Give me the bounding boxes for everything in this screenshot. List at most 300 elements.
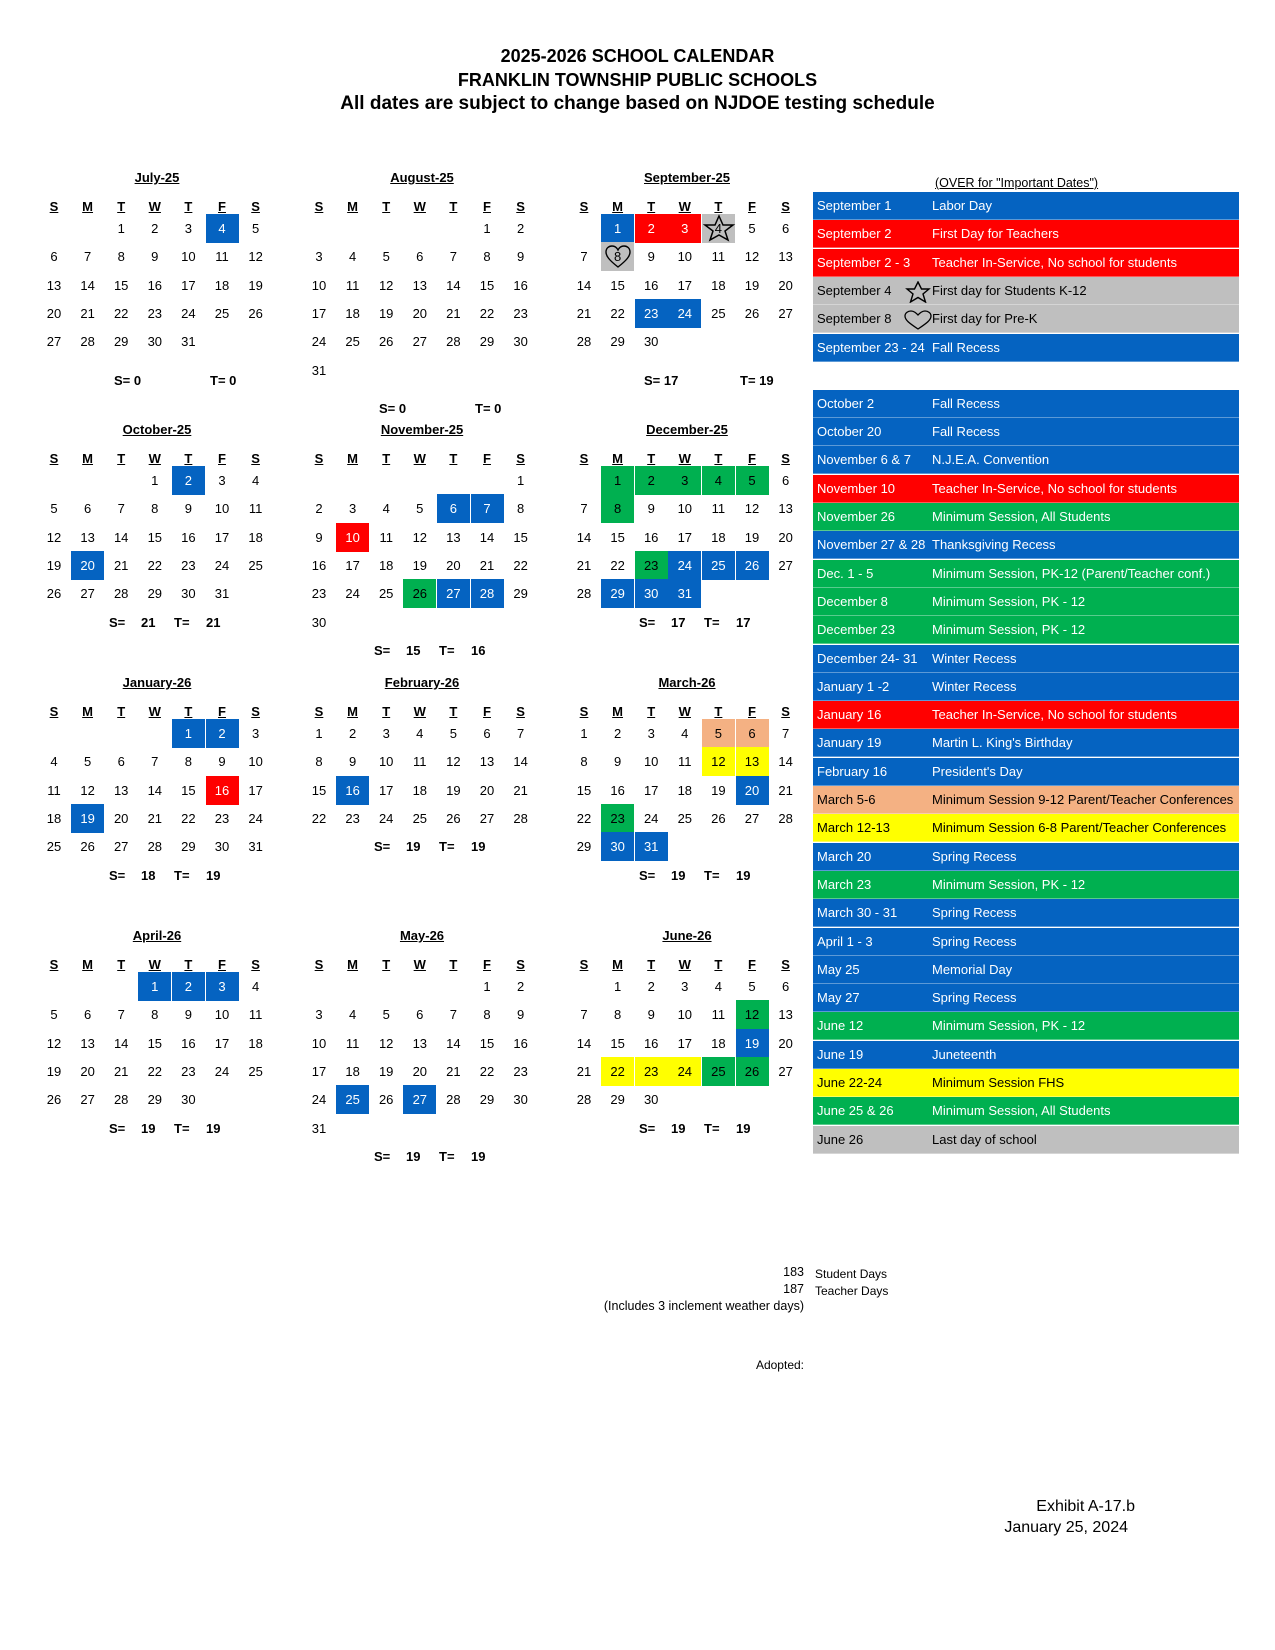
day-cell: 20 [778, 529, 793, 545]
legend-date: October 20 [817, 424, 882, 440]
day-cell: 12 [744, 501, 760, 517]
day-cell: 9 [184, 501, 192, 517]
day-cell: 29 [147, 1092, 163, 1108]
month-title: April-26 [132, 928, 182, 943]
day-cell: 6 [437, 494, 470, 523]
day-cell: 10 [311, 1035, 327, 1051]
day-cell: 14 [576, 277, 592, 293]
day-cell: 24 [378, 810, 394, 826]
day-cell: 23 [311, 586, 327, 602]
weekday-header: S [49, 199, 59, 214]
day-cell: 21 [479, 557, 495, 573]
day-cell: 24 [214, 1063, 230, 1079]
weekday-header: F [483, 704, 491, 719]
day-cell: 26 [711, 810, 726, 826]
day-cell: 23 [345, 810, 360, 826]
day-cell: 6 [416, 1007, 424, 1023]
legend-row [813, 390, 1239, 418]
day-cell: 1 [151, 473, 159, 488]
legend-row [813, 786, 1239, 814]
day-cell: 3 [315, 1007, 323, 1023]
day-cell: 28 [471, 579, 504, 608]
day-cell: 17 [311, 305, 327, 321]
teacher-days-value: 19 [206, 867, 221, 883]
day-cell: 26 [248, 305, 263, 321]
day-cell: 14 [147, 782, 163, 798]
day-cell: 15 [311, 782, 327, 798]
day-cell: 8 [483, 249, 491, 265]
teacher-days-label: T= [439, 1148, 455, 1164]
day-cell: 17 [378, 782, 394, 798]
day-cell: 19 [446, 782, 461, 798]
day-cell: 5 [50, 1007, 58, 1023]
legend-date: November 27 & 28 [817, 537, 926, 553]
day-cell: 4 [251, 979, 260, 994]
day-cell: 7 [516, 726, 525, 741]
day-cell: 3 [681, 979, 689, 994]
heart-icon [903, 309, 933, 331]
day-cell: 27 [778, 557, 793, 573]
day-cell: 28 [80, 334, 95, 350]
day-cell: 5 [702, 719, 735, 748]
weekday-header: W [148, 704, 161, 719]
day-cell: 26 [446, 810, 461, 826]
day-cell: 30 [214, 839, 230, 855]
day-cell: 1 [483, 979, 491, 994]
month-calendar [303, 675, 541, 905]
day-cell: 30 [643, 1092, 659, 1108]
legend-row [813, 588, 1239, 616]
day-cell: 18 [378, 557, 394, 573]
day-cell: 20 [113, 810, 129, 826]
adopted-label: Adopted: [755, 1358, 804, 1372]
day-cell: 16 [181, 1035, 196, 1051]
legend-event: Minimum Session, PK-12 (Parent/Teacher conf.) [932, 565, 1211, 581]
day-cell: 15 [479, 1035, 495, 1051]
day-cell: 25 [214, 305, 230, 321]
day-cell: 13 [113, 782, 129, 798]
legend-event: Martin L. King's Birthday [932, 735, 1073, 751]
day-cell: 12 [702, 747, 735, 776]
day-cell: 27 [437, 579, 470, 608]
day-cell: 2 [151, 221, 159, 236]
day-cell: 8 [184, 754, 192, 770]
day-cell: 28 [113, 1092, 129, 1108]
weekday-header: M [612, 957, 624, 972]
day-cell: 7 [117, 1007, 125, 1023]
day-cell: 24 [668, 551, 701, 580]
day-cell: 4 [382, 501, 390, 517]
legend-event: Teacher In-Service, No school for students [932, 254, 1177, 270]
day-cell: 30 [513, 334, 528, 350]
day-cell: 24 [668, 299, 701, 328]
weekday-header: M [347, 704, 359, 719]
day-cell: 1 [580, 726, 588, 741]
weekday-header: T [449, 957, 458, 972]
day-cell: 5 [449, 726, 457, 741]
day-cell: 14 [513, 754, 528, 770]
day-cell: 14 [778, 754, 793, 770]
teacher-days-label: Teacher Days [815, 1284, 889, 1298]
day-cell: 22 [601, 1057, 634, 1086]
weekday-header: S [781, 199, 790, 214]
month-title: January-26 [122, 675, 192, 690]
legend-date: September 8 [817, 311, 892, 327]
day-cell: 8 [601, 242, 634, 271]
legend-event: Memorial Day [932, 961, 1013, 977]
day-cell: 21 [576, 1063, 592, 1079]
day-cell: 19 [736, 1029, 769, 1058]
legend-date: March 30 - 31 [817, 905, 898, 921]
legend-date: January 16 [817, 707, 882, 723]
day-cell: 14 [479, 529, 495, 545]
teacher-days-stat: T= 0 [475, 400, 502, 416]
month-calendar [303, 170, 541, 416]
day-cell: 8 [117, 249, 125, 265]
day-cell: 8 [151, 501, 159, 517]
month-calendar [568, 928, 806, 1158]
teacher-days-value: 19 [471, 1148, 486, 1164]
weekday-header: T [714, 957, 723, 972]
weekday-header: T [449, 704, 458, 719]
legend-row [813, 645, 1239, 673]
day-cell: 7 [580, 249, 588, 265]
day-cell: 7 [580, 1007, 588, 1023]
day-cell: 6 [736, 719, 769, 748]
day-cell: 3 [668, 214, 701, 243]
legend-date: May 27 [817, 990, 860, 1006]
day-cell: 3 [184, 221, 192, 236]
weekday-header: S [579, 704, 589, 719]
month-calendar [568, 170, 806, 400]
day-cell: 18 [248, 1035, 263, 1051]
day-cell: 28 [446, 334, 461, 350]
teacher-days-value: 16 [471, 642, 486, 658]
student-days-value: 15 [406, 642, 421, 658]
day-cell: 3 [251, 726, 260, 741]
day-cell: 4 [702, 466, 735, 495]
day-cell: 29 [576, 839, 592, 855]
day-cell: 15 [147, 529, 163, 545]
day-cell: 31 [311, 362, 327, 378]
student-days-label: Student Days [815, 1267, 888, 1281]
day-cell: 16 [643, 277, 659, 293]
day-cell: 7 [117, 501, 125, 517]
day-cell: 12 [46, 529, 62, 545]
day-cell: 27 [778, 305, 793, 321]
day-cell: 26 [378, 1092, 394, 1108]
star-icon [903, 281, 933, 303]
day-cell: 6 [781, 979, 790, 994]
day-cell: 9 [348, 754, 357, 770]
weekday-header: M [82, 957, 94, 972]
weekday-header: S [314, 199, 324, 214]
day-cell: 1 [138, 972, 171, 1001]
legend-date: September 4 [817, 282, 892, 298]
month-calendar [303, 422, 541, 658]
day-cell: 15 [576, 782, 592, 798]
day-cell: 1 [315, 726, 323, 741]
day-cell: 13 [446, 529, 461, 545]
legend-date: September 2 - 3 [817, 254, 911, 270]
legend-row [813, 701, 1239, 729]
day-cell: 10 [248, 754, 263, 770]
day-cell: 26 [46, 1092, 62, 1108]
day-cell: 24 [248, 810, 263, 826]
month-title: September-25 [644, 170, 730, 185]
day-cell: 26 [46, 586, 62, 602]
legend-date: September 23 - 24 [817, 339, 925, 355]
day-cell: 19 [378, 1063, 394, 1079]
day-cell: 18 [711, 529, 726, 545]
legend-row [813, 560, 1239, 588]
teacher-days-label: T= [704, 614, 720, 630]
day-cell: 18 [677, 782, 693, 798]
day-cell: 30 [635, 579, 668, 608]
legend-event: Spring Recess [932, 905, 1017, 921]
day-cell: 30 [601, 832, 634, 861]
day-cell: 21 [513, 782, 528, 798]
weekday-header: M [347, 199, 359, 214]
day-cell: 17 [214, 1035, 230, 1051]
legend-event: Minimum Session 9-12 Parent/Teacher Conferences [932, 792, 1234, 807]
day-cell: 26 [744, 305, 760, 321]
day-cell: 2 [348, 726, 357, 741]
legend-date: November 6 & 7 [817, 452, 911, 468]
legend-date: June 25 & 26 [817, 1103, 894, 1119]
weekday-header: T [382, 704, 391, 719]
day-cell: 11 [678, 754, 692, 770]
legend-event: Minimum Session FHS [932, 1075, 1065, 1090]
legend-row [813, 305, 1239, 333]
weekday-header: F [748, 199, 756, 214]
day-cell: 8 [483, 1007, 491, 1023]
weekday-header: T [184, 957, 193, 972]
day-cell: 29 [147, 586, 163, 602]
student-days-label: S= [109, 614, 126, 630]
teacher-days-value: 19 [206, 1120, 221, 1136]
weekday-header: F [748, 704, 756, 719]
day-cell: 13 [778, 501, 793, 517]
day-cell: 20 [71, 551, 104, 580]
day-cell: 22 [610, 305, 625, 321]
day-cell: 17 [643, 782, 659, 798]
weekday-header: T [117, 704, 126, 719]
day-cell: 11 [711, 501, 726, 517]
day-cell: 9 [184, 1007, 192, 1023]
inclement-weather-note: (Includes 3 inclement weather days) [603, 1299, 804, 1313]
day-cell: 13 [46, 277, 62, 293]
day-cell: 10 [677, 501, 693, 517]
day-cell: 4 [50, 754, 58, 770]
month-title: May-26 [399, 928, 445, 943]
legend-date: December 24- 31 [817, 650, 918, 666]
day-cell: 6 [483, 726, 491, 741]
day-cell: 11 [248, 501, 263, 517]
legend-row [813, 928, 1239, 956]
legend-event: Winter Recess [932, 650, 1017, 666]
teacher-days-count: 187 [783, 1282, 804, 1296]
legend-date: June 12 [817, 1018, 864, 1034]
day-cell: 8 [151, 1007, 159, 1023]
day-cell: 31 [635, 832, 668, 861]
day-cell: 12 [736, 1000, 769, 1029]
day-cell: 1 [601, 466, 634, 495]
weekday-header: T [382, 199, 391, 214]
day-cell: 6 [83, 1007, 92, 1023]
weekday-header: W [148, 199, 161, 214]
exhibit-date: January 25, 2024 [1004, 1519, 1128, 1536]
day-cell: 29 [479, 334, 495, 350]
student-days-stat: S= 0 [114, 372, 142, 388]
day-cell: 18 [46, 810, 62, 826]
day-cell: 4 [714, 979, 722, 994]
weekday-header: S [49, 451, 59, 466]
day-cell: 7 [471, 494, 504, 523]
day-cell: 27 [80, 1092, 95, 1108]
day-cell: 9 [218, 754, 226, 770]
day-cell: 5 [748, 979, 756, 994]
weekday-header: T [647, 451, 656, 466]
day-cell: 23 [601, 804, 634, 833]
day-cell: 22 [513, 557, 528, 573]
weekday-header: S [314, 704, 324, 719]
teacher-days-label: T= [439, 839, 455, 855]
day-cell: 31 [181, 334, 196, 350]
day-cell: 12 [446, 754, 461, 770]
weekday-header: S [781, 704, 790, 719]
day-cell: 20 [479, 782, 495, 798]
day-cell: 23 [147, 305, 163, 321]
day-cell: 12 [248, 249, 263, 265]
legend-event: Minimum Session, All Students [932, 1103, 1111, 1119]
student-days-label: S= [109, 867, 126, 883]
day-cell: 28 [576, 1092, 592, 1108]
day-cell: 20 [446, 557, 461, 573]
legend-row [813, 1097, 1239, 1125]
day-cell: 21 [446, 1063, 461, 1079]
day-cell: 29 [610, 334, 625, 350]
day-cell: 8 [580, 754, 588, 770]
day-cell: 11 [413, 754, 427, 770]
weekday-header: M [612, 199, 624, 214]
day-cell: 26 [403, 579, 436, 608]
day-cell: 21 [576, 557, 592, 573]
day-cell: 7 [449, 249, 457, 265]
day-cell: 14 [113, 1035, 129, 1051]
day-cell: 22 [479, 1063, 495, 1079]
month-title: August-25 [390, 170, 454, 185]
day-cell: 29 [610, 1092, 625, 1108]
weekday-header: F [218, 957, 226, 972]
day-cell: 3 [647, 726, 655, 741]
day-cell: 25 [677, 810, 693, 826]
day-cell: 6 [781, 221, 790, 236]
day-cell: 11 [248, 1007, 263, 1023]
day-cell: 24 [311, 334, 327, 350]
weekday-header: W [148, 957, 161, 972]
day-cell: 1 [172, 719, 205, 748]
legend-row [813, 984, 1239, 1012]
weekday-header: M [347, 451, 359, 466]
day-cell: 28 [513, 810, 528, 826]
legend-date: June 26 [817, 1131, 864, 1147]
day-cell: 24 [668, 1057, 701, 1086]
day-cell: 1 [483, 221, 491, 236]
legend-event: Fall Recess [932, 424, 1000, 440]
legend-event: Minimum Session, All Students [932, 509, 1111, 524]
day-cell: 26 [378, 334, 394, 350]
day-cell: 17 [345, 557, 360, 573]
day-cell: 20 [778, 277, 793, 293]
month-calendar [38, 928, 276, 1158]
day-cell: 30 [643, 334, 659, 350]
day-cell: 20 [80, 1063, 95, 1079]
day-cell: 28 [113, 586, 129, 602]
day-cell: 27 [46, 334, 62, 350]
legend-event: Fall Recess [932, 339, 1000, 355]
weekday-header: S [251, 451, 260, 466]
legend-date: June 22-24 [817, 1075, 883, 1090]
day-cell: 15 [113, 277, 129, 293]
calendar-title: 2025-2026 SCHOOL CALENDAR [500, 46, 775, 66]
legend-row [813, 220, 1239, 248]
day-cell: 19 [46, 557, 62, 573]
day-cell: 3 [382, 726, 390, 741]
month-title: July-25 [134, 170, 180, 185]
day-cell: 10 [214, 501, 230, 517]
teacher-days-stat: T= 19 [740, 372, 774, 388]
day-cell: 12 [378, 277, 394, 293]
day-cell: 21 [778, 782, 793, 798]
day-cell: 4 [416, 726, 424, 741]
day-cell: 16 [610, 782, 625, 798]
day-cell: 4 [251, 473, 260, 488]
day-cell: 2 [172, 972, 205, 1001]
day-cell: 14 [113, 529, 129, 545]
teacher-days-label: T= [174, 867, 190, 883]
legend-date: June 19 [817, 1046, 864, 1062]
day-cell: 2 [172, 466, 205, 495]
day-cell: 11 [345, 277, 360, 293]
legend-event: Spring Recess [932, 933, 1017, 949]
legend-row [813, 673, 1239, 701]
day-cell: 19 [744, 529, 760, 545]
day-cell: 27 [744, 810, 760, 826]
day-cell: 26 [80, 839, 95, 855]
weekday-header: S [516, 199, 525, 214]
exhibit-label: Exhibit A-17.b [1036, 1498, 1135, 1515]
day-cell: 3 [218, 473, 226, 488]
legend-row [813, 475, 1239, 503]
day-cell: 12 [412, 529, 428, 545]
day-cell: 23 [635, 551, 668, 580]
day-cell: 27 [479, 810, 495, 826]
legend-row [813, 277, 1239, 305]
day-cell: 25 [248, 1063, 263, 1079]
day-cell: 1 [516, 473, 525, 488]
legend-date: March 23 [817, 876, 872, 892]
student-days-label: S= [374, 642, 391, 658]
day-cell: 17 [311, 1063, 327, 1079]
student-days-count: 183 [783, 1265, 804, 1279]
legend-title: (OVER for "Important Dates") [935, 176, 1099, 190]
day-cell: 23 [181, 1063, 196, 1079]
legend-event: Winter Recess [932, 678, 1017, 694]
day-cell: 24 [311, 1092, 327, 1108]
legend-event: Minimum Session 6-8 Parent/Teacher Conferences [932, 820, 1227, 836]
legend-row [813, 1069, 1239, 1097]
